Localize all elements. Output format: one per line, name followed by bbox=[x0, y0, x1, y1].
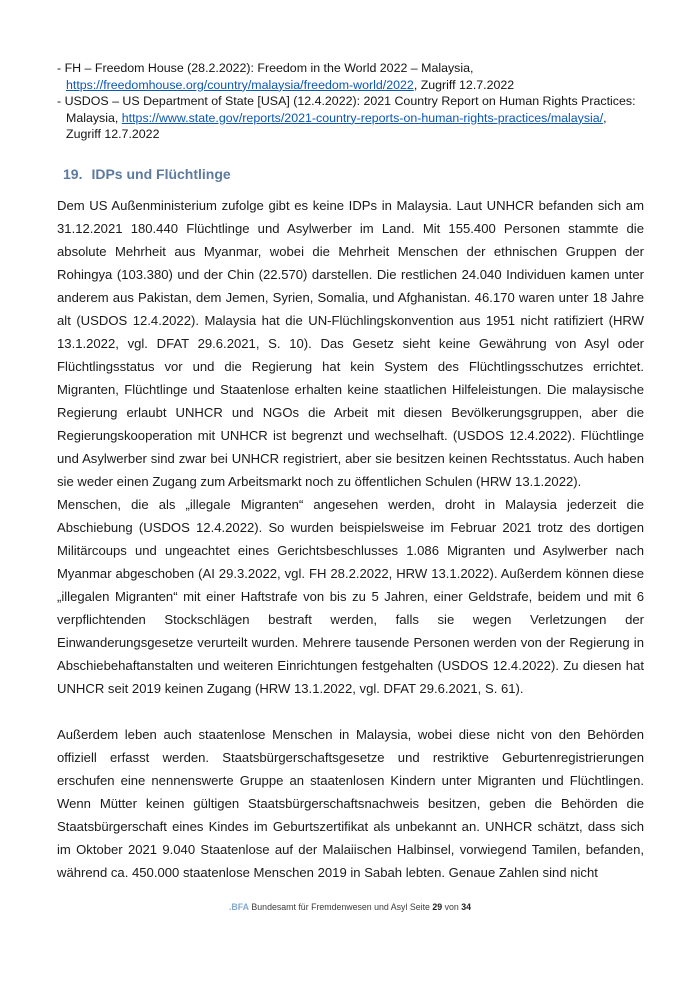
paragraph-idps-overview: Dem US Außenministerium zufolge gibt es keine IDPs in Malaysia. Laut UNHCR befanden sich am 31.12.2021 180.440 Flüchtlinge und Asylwerber im Land. Mit 155.400 Personen stammte die absolute Mehrheit aus Myanmar, wobei die Mehrheit Menschen der ethnischen Gruppen der Rohingya (103.380) und der Chin (22.570) darstellen. Die restlichen 24.040 Individuen kamen unter anderem aus Pakistan, dem Jemen, Syrien, Somalia, und Afghanistan. 46.170 waren unter 18 Jahre alt (USDOS 12.4.2022). Malaysia hat die UN-Flüchlingskonvention aus 1951 nicht ratifiziert (HRW 13.1.2022, vgl. DFAT 29.6.2021, S. 10). Das Gesetz sieht keine Gewährung von Asyl oder Flüchtlingsstatus vor und die Regierung hat kein System des Flüchtlingsschutzes errichtet. Migranten, Flüchtlinge und Staatenlose erhalten keine staatlichen Hilfeleistungen. Die malaysische Regierung erlaubt UNHCR und NGOs die Arbeit mit diesen Bevölkerungsgruppen, aber die Regierungskooperation mit UNHCR ist begrenzt und wechselhaft. (USDOS 12.4.2022). Flüchtlinge und Asylwerber sind zwar bei UNHCR registriert, aber sie besitzen keinen Rechtsstatus. Auch haben sie weder einen Zugang zum Arbeitsmarkt noch zu öffentlichen Schulen (HRW 13.1.2022). bbox=[57, 197, 644, 489]
source-entry-fh bbox=[57, 60, 644, 93]
section-heading bbox=[57, 166, 644, 183]
section-title: IDPs und Flüchtlinge bbox=[91, 165, 231, 182]
source-access-date: , Zugriff 12.7.2022 bbox=[66, 110, 607, 142]
source-link-freedomhouse[interactable]: https://freedomhouse.org/country/malaysia/freedom-world/2022 bbox=[66, 77, 414, 92]
footer-org-name: Bundesamt für Fremdenwesen und Asyl bbox=[251, 902, 408, 912]
footer-page-total: 34 bbox=[461, 902, 472, 912]
source-link-state-gov[interactable]: https://www.state.gov/reports/2021-country-reports-on-human-rights-practices/malaysia/ bbox=[121, 110, 604, 125]
page-footer bbox=[0, 902, 700, 913]
source-entry-usdos bbox=[57, 93, 644, 143]
paragraph-stateless: Außerdem leben auch staatenlose Menschen in Malaysia, wobei diese nicht von den Behörden offiziell erfasst werden. Staatsbürgerschaftsgesetze und restriktive Geburtenregistrierungen erschufen eine nennenswerte Gruppe an staatenlosen Kindern unter Migranten und Flüchtlingen. Wenn Mütter keinen gültigen Staatsbürgerschaftsnachweis besitzen, geben die Behörden die Staatsbürgerschaft eines Kindes im Geburtszertifikat als unbekannt an. UNHCR schätzt, dass sich im Oktober 2021 9.040 Staatenlose auf der Malaiischen Halbinsel, vorwiegend Tamilen, befanden, während ca. 450.000 staatenlose Menschen 2019 in Sabah lebten. Genaue Zahlen sind nicht bbox=[57, 726, 644, 880]
source-text: FH – Freedom House (28.2.2022): Freedom in the World 2022 – Malaysia, bbox=[64, 61, 474, 75]
paragraph-illegal-migrants: Menschen, die als „illegale Migranten“ angesehen werden, droht in Malaysia jederzeit die Abschiebung (USDOS 12.4.2022). So wurden beispielsweise im Februar 2021 trotz des dortigen Militärcoups und ungeachtet eines Gerichtsbeschlusses 1.086 Migranten und Asylwerber nach Myanmar abgeschoben (AI 29.3.2022, vgl. FH 28.2.2022, HRW 13.1.2022). Außerdem können diese „illegalen Migranten“ mit einer Haftstrafe von bis zu 5 Jahren, einer Geldstrafe, beidem und mit 6 verpflichtenden Stockschlägen bestraft werden, falls sie wegen Verletzungen der Einwanderungsgesetze verurteilt wurden. Mehrere tausende Personen werden von der Regierung in Abschiebehaftanstalten und weiteren Einrichtungen festgehalten (USDOS 12.4.2022). Zu diesen hat UNHCR seit 2019 keinen Zugang (HRW 13.1.2022, vgl. DFAT 29.6.2021, S. 61). bbox=[57, 496, 644, 696]
bfa-logo: .BFA bbox=[228, 902, 249, 912]
footer-of-label: von bbox=[444, 902, 459, 912]
footer-page-label: Seite bbox=[409, 902, 430, 912]
section-body bbox=[57, 194, 644, 884]
source-text: USDOS – US Department of State [USA] (12.4.2022): 2021 Country Report on Human Rights Practices: Malaysia, bbox=[64, 94, 636, 125]
source-list bbox=[57, 60, 644, 143]
section-number: 19. bbox=[63, 165, 83, 182]
list-dash-marker: - bbox=[57, 61, 62, 75]
footer-page-number: 29 bbox=[432, 902, 443, 912]
source-access-date: , Zugriff 12.7.2022 bbox=[413, 77, 515, 92]
list-dash-marker: - bbox=[57, 94, 62, 109]
